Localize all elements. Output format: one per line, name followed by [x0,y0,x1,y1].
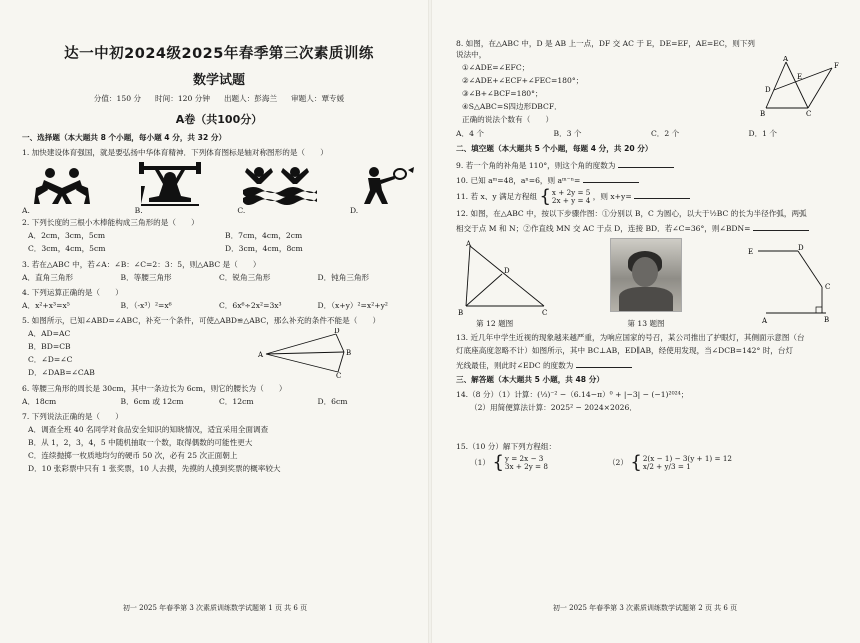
q6-option-c: C．12cm [219,397,254,406]
question-5: 5. 如图所示，已知∠ABD=∠ABC，补充一个条件，可使△ABD≌△ABC，那么补充的条件不能是（ ） [22,316,381,325]
q8-option-c: C．2 个 [651,129,680,138]
q1-option-a [22,166,102,215]
q5-option-a: A．AD=AC [28,329,71,338]
question-1-icons [22,162,416,215]
question-12-line-1: 12. 如图，在△ABC 中，按以下步骤作图：①分别以 B，C 为圆心，以大于½BC 的长为半径作弧，两弧 [456,209,807,218]
q12-label-a: A [466,240,472,248]
q3-option-b: B．等腰三角形 [120,273,172,282]
q8-figure [756,56,846,118]
q9-answer-blank[interactable] [618,158,674,168]
q8-option-a: A．4 个 [456,129,484,138]
q13-label-c: C [825,283,831,291]
q8-statement-4: ④S△ABC=S四边形DBCF． [462,102,562,111]
q8-option-d: D．1 个 [748,129,778,138]
q5-option-d: D．∠DAB=∠CAB [28,368,95,377]
q13-label-d: D [798,244,804,252]
q12-label-c: C [542,309,548,317]
q1-option-c [237,164,317,215]
page-2-footer: 初一 2025 年春季第 3 次素质训练数学试题第 2 页 共 6 页 [552,604,738,612]
q4-option-d: D．（x+y）²=x²+y² [317,301,388,310]
q8-statement-3: ③∠B+∠BCF=180°； [462,89,543,98]
q6-option-d: D．6cm [317,397,348,406]
q2-option-d: D．3cm，4cm，8cm [225,244,303,253]
q11-system: { x + 2y = 5 2x + y = 4 [539,186,591,207]
student-photo [610,238,682,312]
q5-figure [256,328,366,378]
q1-option-d-label: D. [349,206,359,215]
question-13-line-2: 灯底座高度忽略不计）如图所示，其中 BC⊥AB，ED∥AB，经使用发现，当∠DCB=142° 时，台灯 [456,346,794,355]
q7-option-a: A．调查全班 40 名同学对食品安全知识的知晓情况，适宜采用全面调查 [28,425,269,434]
q8-label-a: A [783,56,789,63]
meta-score: 分值：150 分 [93,94,142,103]
q13-label-b: B [824,316,830,324]
q8-option-b: B．3 个 [553,129,582,138]
question-14-part-1: 14.（8 分）（1）计算：(⅓)⁻² −（6.14−π）⁰ + |−3| − (−1)²⁰²⁴； [456,390,689,399]
q6-options [22,396,416,407]
q6-option-a: A．18cm [22,397,57,406]
exam-subtitle: 数学试题 [192,73,245,88]
meta-reviewer: 审题人：覃专媛 [291,94,345,103]
q3-option-a: A．直角三角形 [22,273,74,282]
q8-options [456,128,846,139]
weightlifting-icon [135,162,205,206]
figures-row [456,238,846,329]
q8-ask: 正确的说法个数有（ ） [462,115,554,124]
q13-label-a: A [762,317,768,325]
q8-label-f: F [834,62,839,70]
question-14-part-2: （2）用简便算法计算：2025² − 2024×2026． [470,403,637,412]
q7-option-d: D．10 张彩票中只有 1 张奖票，10 人去摸，先摸的人摸到奖票的概率较大 [28,464,281,473]
q2-option-c: C．3cm，4cm，5cm [28,244,106,253]
q12-label-d: D [504,267,510,275]
badminton-icon [350,164,416,206]
q2-option-a: A．2cm，3cm，5cm [28,231,106,240]
question-2: 2. 下列长度的三根小木棒能构成三角形的是（ ） [22,218,199,227]
q15-part-2: （2） { 2(x − 1) − 3(y + 1) = 12 x/2 + y/3 = 1 [607,452,732,473]
figure-13-caption: 第 13 题图 [627,319,665,328]
q12-answer-blank[interactable] [753,221,809,231]
section-2-heading: 二、填空题（本大题共 5 个小题，每题 4 分，共 20 分） [456,144,653,153]
q13-label-e: E [748,248,754,256]
q13-lamp-figure [736,243,846,329]
figure-13 [736,243,846,329]
q4-options [22,300,416,311]
question-9: 9. 若一个角的补角是 110°，则这个角的度数为 [456,158,846,171]
q3-option-c: C．锐角三角形 [219,273,271,282]
question-11: 11. 若 x、y 满足方程组 { x + 2y = 5 2x + y = 4 ，则 x+y= [456,188,846,206]
question-12-line-2: 相交于点 M 和 N；②作直线 MN 交 AC 于点 D，连接 BD．若∠C=36°，则∠BDN= [456,221,846,234]
q5-option-c: C．∠D=∠C [28,355,73,364]
question-7: 7. 下列说法正确的是（ ） [22,412,123,421]
figure-12-caption: 第 12 题图 [476,319,514,328]
q4-option-c: C．6x⁶÷2x²=3x³ [219,301,282,310]
q3-option-d: D．钝角三角形 [317,273,370,282]
q8-label-b: B [760,110,766,118]
q15-part-1: （1） { y = 2x − 3 3x + 2y = 8 [470,452,548,473]
question-13-line-3: 光线最佳，则此时∠EDC 的度数为 [456,358,846,371]
q12-figure [456,240,556,318]
q11-answer-blank[interactable] [634,189,690,199]
exam-meta [22,93,416,104]
q7-option-c: C．连续抛掷一枚质地均匀的硬币 50 次，必有 25 次正面朝上 [28,451,238,460]
q8-statement-1: ①∠ADE=∠EFC； [462,63,530,72]
section-3-heading: 三、解答题（本大题共 5 小题，共 48 分） [456,375,604,384]
question-6: 6. 等腰三角形的周长是 30cm，其中一条边长为 6cm，则它的腰长为（ ） [22,384,287,393]
q2-option-b: B．7cm，4cm，2cm [225,231,303,240]
wrestling-icon [22,166,102,206]
q1-option-d [350,164,416,215]
q7-option-b: B．从 1，2，3，4，5 中随机抽取一个数，取得偶数的可能性更大 [28,438,253,447]
question-4: 4. 下列运算正确的是（ ） [22,288,123,297]
q1-option-b-label: B. [134,206,143,215]
q8-label-c: C [806,110,812,118]
synchronized-swimming-icon [237,164,317,206]
page-1-footer: 初一 2025 年春季第 3 次素质训练数学试题第 1 页 共 6 页 [122,604,308,612]
q12-label-b: B [458,309,464,317]
q8-label-e: E [797,73,803,81]
q8-statement-2: ②∠ADE+∠ECF+∠FEC=180°； [462,76,584,85]
section-a-heading: A卷（共100分） [175,113,263,126]
figure-12 [456,240,556,329]
q5-label-c: C [336,372,342,378]
q5-label-b: B [346,349,352,357]
q3-options [22,272,416,283]
question-13-line-1: 13. 近几年中学生近视的现象越来越严重，为响应国家的号召，某公司推出了护眼灯，其侧面示意图（台 [456,333,805,342]
q4-option-a: A．x²+x³=x⁵ [22,301,70,310]
question-3: 3. 若在△ABC 中，若∠A：∠B：∠C=2：3：5，则△ABC 是（ ） [22,260,261,269]
q8-label-d: D [765,86,771,94]
q1-option-a-label: A. [22,206,30,215]
exam-title: 达一中初2024级2025年春季第三次素质训练 [64,46,374,62]
q6-option-b: B．6cm 或 12cm [120,397,184,406]
q5-label-a: A [258,351,264,359]
question-10: 10. 已知 aᵐ=48，aⁿ=6，则 aᵐ⁻ⁿ= [456,173,846,186]
q10-answer-blank[interactable] [583,173,639,183]
question-8: 8. 如图，在△ABC 中，D 是 AB 上一点，DF 交 AC 于 E，DE=EF，AE=EC，则下列说法中， [456,39,756,59]
q5-option-b: B．BD=CB [28,342,71,351]
question-15: 15.（10 分）解下列方程组： [456,442,557,451]
page-2 [430,0,860,643]
q1-option-c-label: C. [237,206,246,215]
q5-label-d: D [334,328,340,335]
meta-author: 出题人：彭海兰 [223,94,278,103]
meta-time: 时间：120 分钟 [155,94,210,103]
q1-option-b [135,162,205,215]
q13-answer-blank[interactable] [576,358,632,368]
question-1: 1. 加快建设体育强国，就是要弘扬中华体育精神．下列体育图标是轴对称图形的是（ ） [22,148,328,157]
question-15-systems [470,454,846,474]
figure-13-photo [610,238,682,329]
q4-option-b: B．（-x³）²=x⁶ [120,301,172,310]
section-1-heading: 一、选择题（本大题共 8 个小题，每小题 4 分，共 32 分） [22,133,227,142]
